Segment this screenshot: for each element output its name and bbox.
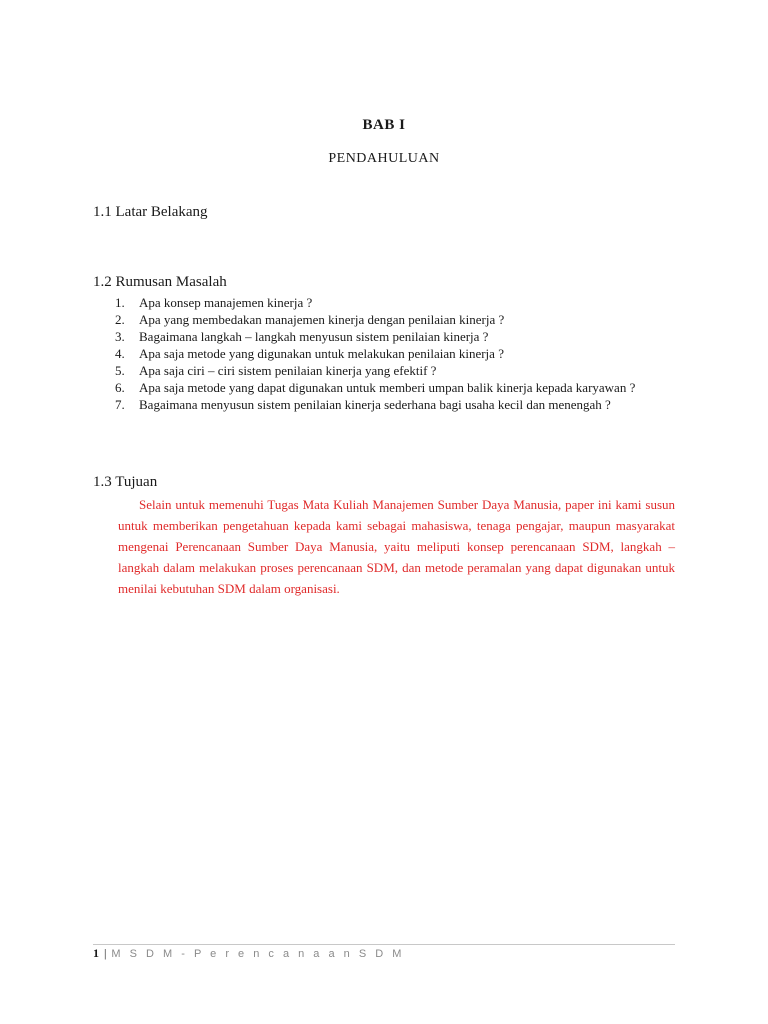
list-item-number: 5. <box>115 363 125 378</box>
list-item <box>93 311 675 328</box>
list-item-number: 1. <box>115 295 125 310</box>
section-heading-tujuan: 1.3 Tujuan <box>93 474 158 490</box>
list-item-text: Apa saja metode yang dapat digunakan untuk memberi umpan balik kinerja kepada karyawan ? <box>139 380 636 395</box>
list-item-number: 3. <box>115 329 125 344</box>
list-item <box>93 328 675 345</box>
list-item-text: Apa saja ciri – ciri sistem penilaian kinerja yang efektif ? <box>139 363 437 378</box>
list-item <box>93 396 675 413</box>
chapter-subtitle: PENDAHULUAN <box>328 151 440 166</box>
list-item-number: 6. <box>115 380 125 395</box>
section-heading-latar-belakang: 1.1 Latar Belakang <box>93 204 208 220</box>
footer-divider <box>93 944 675 945</box>
list-item <box>93 379 675 396</box>
list-item-number: 7. <box>115 397 125 412</box>
list-item-text: Bagaimana menyusun sistem penilaian kinerja sederhana bagi usaha kecil dan menengah ? <box>139 397 611 412</box>
list-item <box>93 345 675 362</box>
chapter-title: BAB I <box>362 117 406 133</box>
list-item-text: Apa saja metode yang digunakan untuk melakukan penilaian kinerja ? <box>139 346 504 361</box>
list-item <box>93 362 675 379</box>
purpose-paragraph-text: Selain untuk memenuhi Tugas Mata Kuliah Manajemen Sumber Daya Manusia, paper ini kami susun untuk memberikan pengetahuan kepada kami sebagai mahasiswa, tenaga pengajar, maupun masyarakat mengenai Perencanaan Sumber Daya Manusia, yaitu meliputi konsep perencanaan SDM, langkah – langkah dalam melakukan proses perencanaan SDM, dan metode peramalan yang dapat digunakan untuk menilai kebutuhan SDM dalam organisasi. <box>118 497 675 596</box>
list-item <box>93 294 675 311</box>
page-number: 1 <box>93 946 99 960</box>
page-footer <box>93 946 404 961</box>
list-item-number: 4. <box>115 346 125 361</box>
list-item-text: Apa konsep manajemen kinerja ? <box>139 295 313 310</box>
list-item-number: 2. <box>115 312 125 327</box>
footer-title: M S D M - P e r e n c a n a a n S D M <box>111 948 405 960</box>
section-heading-rumusan-masalah: 1.2 Rumusan Masalah <box>93 274 227 290</box>
purpose-paragraph <box>118 494 675 599</box>
footer-separator: | <box>104 946 107 960</box>
problem-list <box>93 294 675 413</box>
list-item-text: Bagaimana langkah – langkah menyusun sistem penilaian kinerja ? <box>139 329 489 344</box>
list-item-text: Apa yang membedakan manajemen kinerja dengan penilaian kinerja ? <box>139 312 505 327</box>
